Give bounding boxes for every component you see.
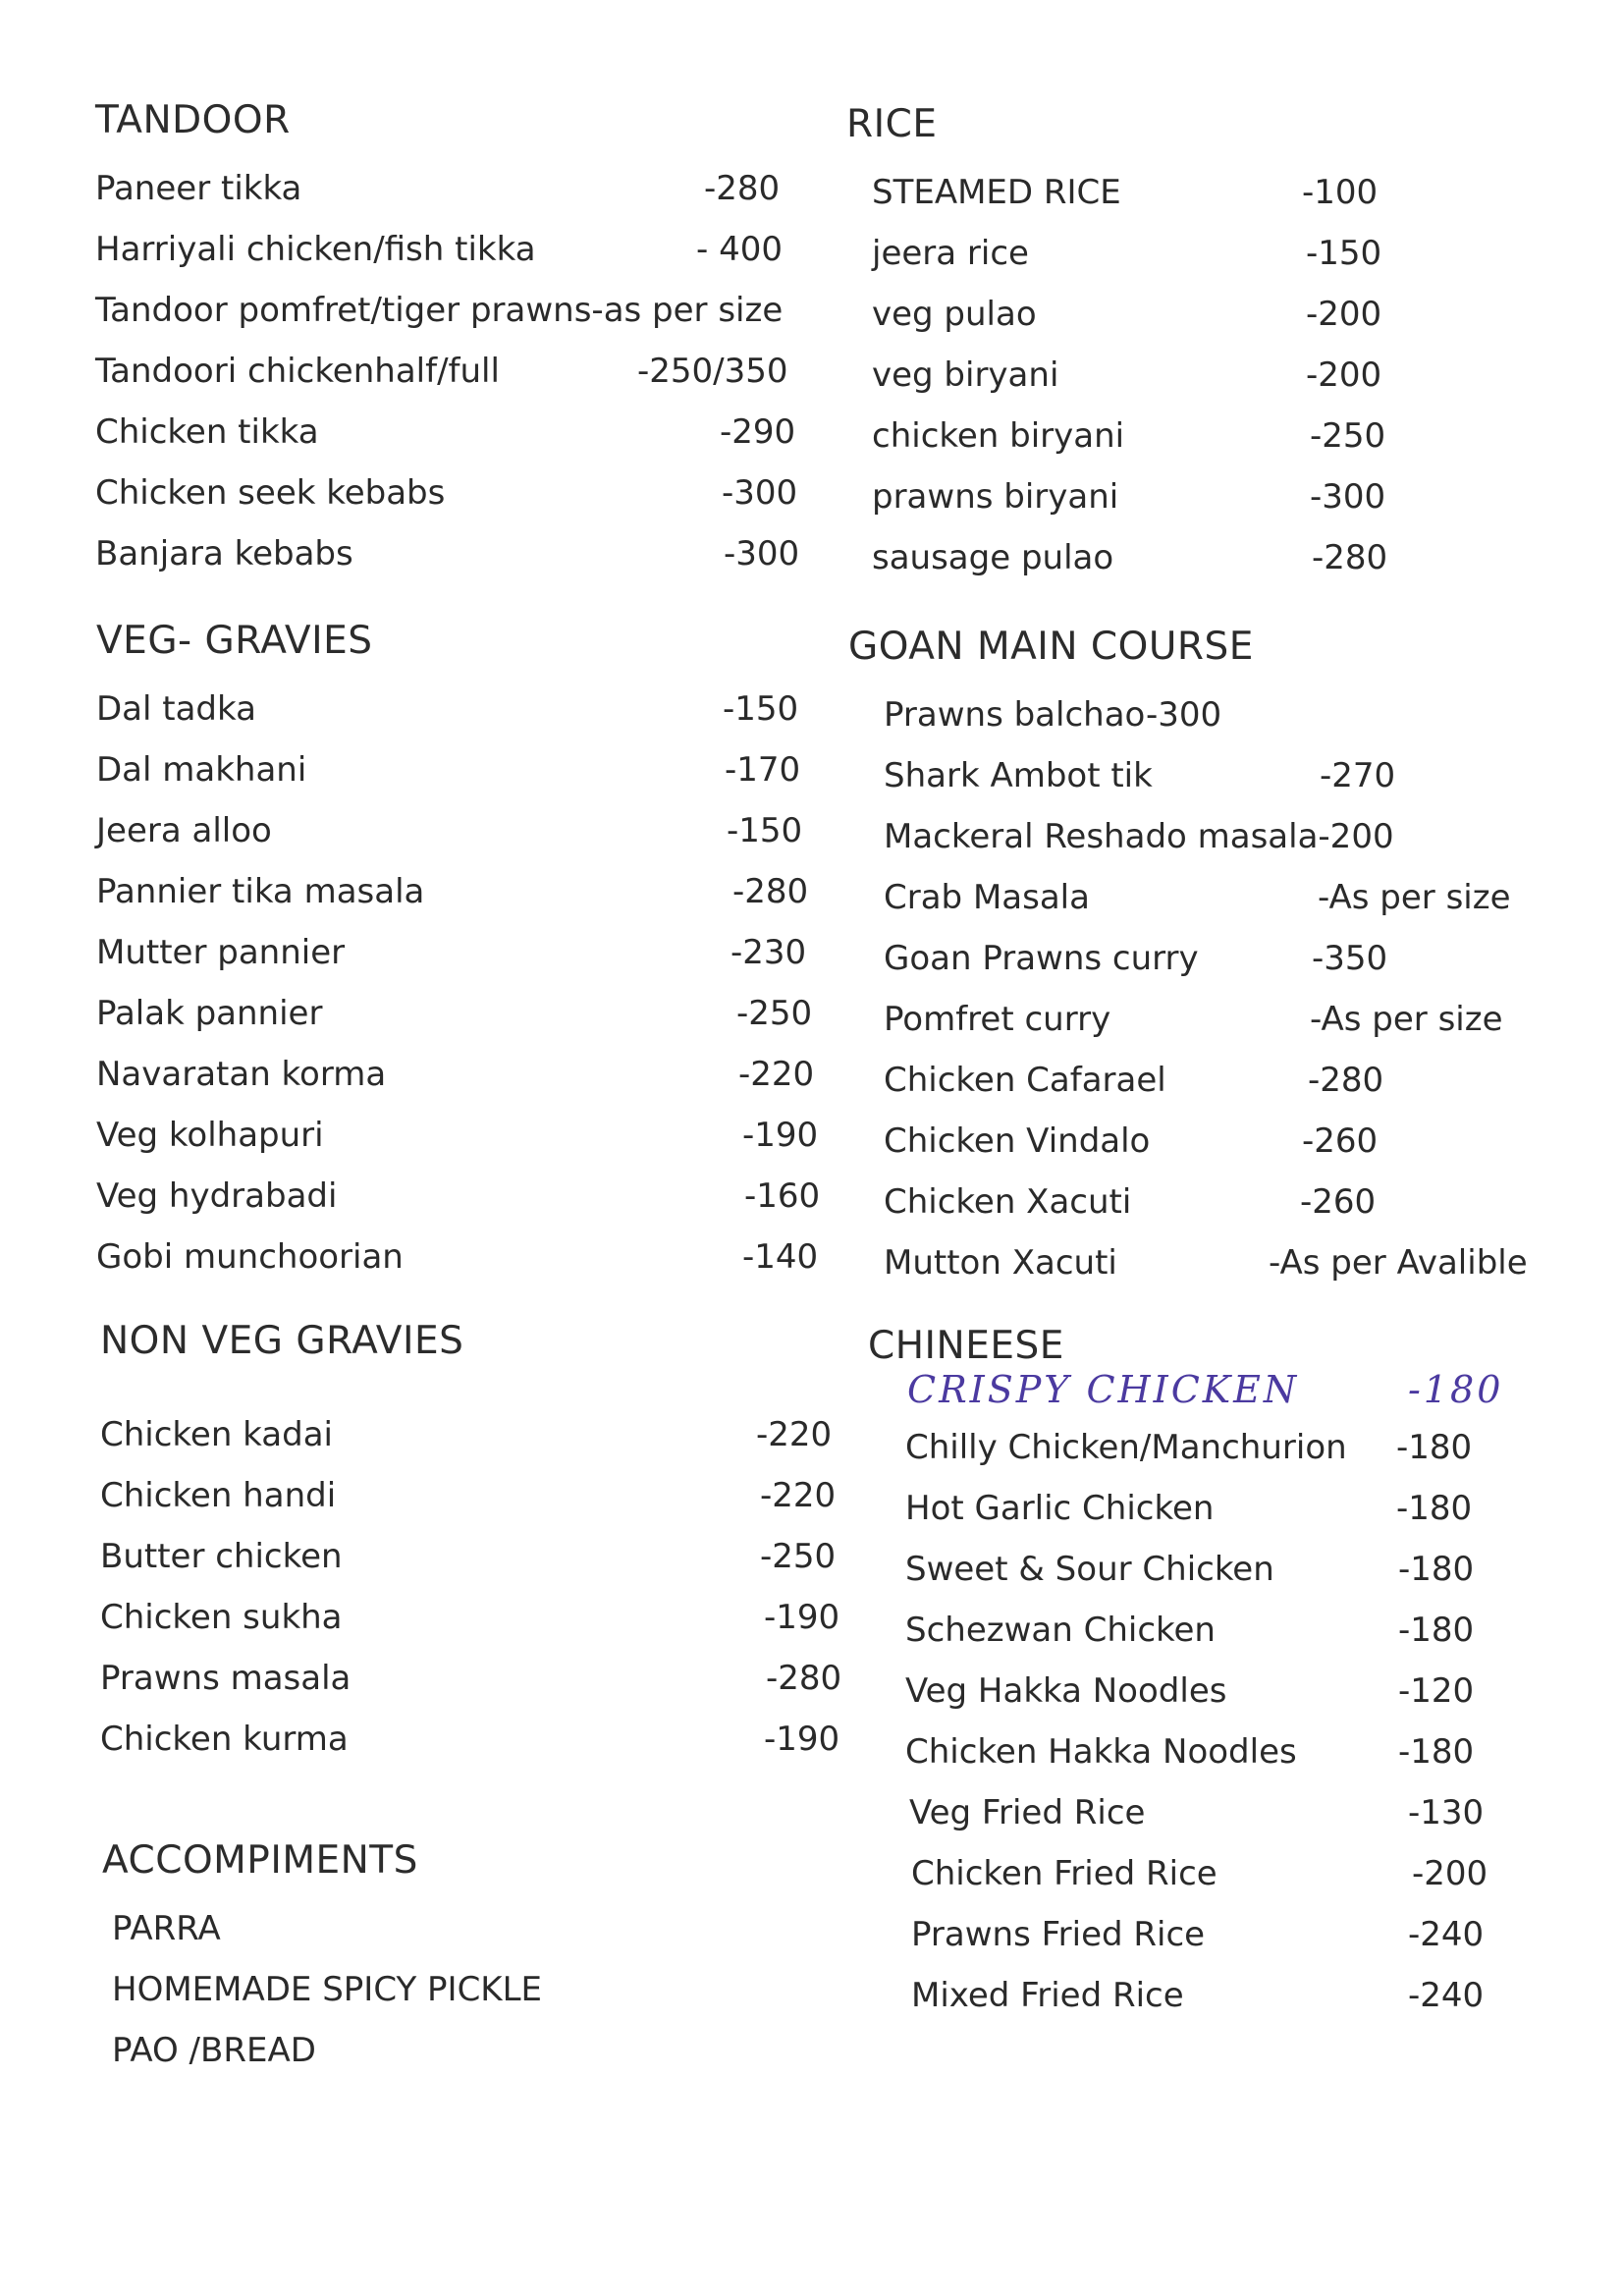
item-name: Chicken tikka xyxy=(95,412,319,452)
item-name: HOMEMADE SPICY PICKLE xyxy=(112,1970,543,2009)
item-price: -160 xyxy=(744,1176,821,1216)
item-price: -180 xyxy=(1396,1489,1473,1528)
item-price: -290 xyxy=(720,412,796,452)
menu-item xyxy=(96,861,823,922)
item-name: Mutton Xacuti xyxy=(884,1243,1117,1283)
item-price: -230 xyxy=(730,933,807,972)
menu-item xyxy=(884,928,1595,989)
item-price: -100 xyxy=(1302,173,1379,212)
item-price: - 400 xyxy=(696,230,783,269)
item-name: Gobi munchoorian xyxy=(96,1237,404,1277)
menu-item xyxy=(884,1232,1595,1293)
item-price: -220 xyxy=(738,1055,815,1094)
menu-item xyxy=(95,158,822,219)
item-price: -250 xyxy=(760,1537,837,1576)
menu-item xyxy=(884,867,1595,928)
item-price: -200 xyxy=(1412,1854,1488,1893)
goan-main-course-section xyxy=(848,625,1595,1293)
item-price: -130 xyxy=(1408,1793,1485,1832)
item-price: -180 xyxy=(1398,1611,1475,1650)
item-price: -220 xyxy=(760,1476,837,1515)
item-name: Mackeral Reshado masala-200 xyxy=(884,817,1394,856)
item-price: -280 xyxy=(732,872,809,911)
item-name: Navaratan korma xyxy=(96,1055,387,1094)
item-list xyxy=(95,158,822,584)
menu-item xyxy=(96,739,823,800)
item-name: Banjara kebabs xyxy=(95,534,353,574)
item-price: -200 xyxy=(1306,295,1382,334)
item-price: -250 xyxy=(736,994,813,1033)
menu-item xyxy=(884,989,1595,1050)
item-price: -200 xyxy=(1306,355,1382,395)
item-name: Tandoor pomfret/tiger prawns-as per size xyxy=(95,291,784,330)
item-name: Paneer tikka xyxy=(95,169,302,208)
menu-item xyxy=(96,1044,823,1105)
menu-item xyxy=(884,806,1595,867)
item-price: -280 xyxy=(1308,1061,1384,1100)
item-name: Jeera alloo xyxy=(96,811,272,850)
section-title-rice: RICE xyxy=(846,102,938,146)
menu-item xyxy=(112,1959,829,2020)
item-price: -190 xyxy=(764,1720,840,1759)
item-name: Goan Prawns curry xyxy=(884,939,1199,978)
menu-item xyxy=(872,466,1534,527)
item-price: -280 xyxy=(1312,538,1388,577)
menu-item xyxy=(905,1478,1595,1539)
menu-item xyxy=(872,406,1534,466)
item-price: -260 xyxy=(1302,1121,1379,1161)
chineese-section xyxy=(868,1324,1595,2026)
item-price: -280 xyxy=(766,1659,842,1698)
item-name: STEAMED RICE xyxy=(872,173,1121,212)
section-title-veg-gravies: VEG- GRAVIES xyxy=(96,619,373,663)
menu-item xyxy=(95,341,822,402)
item-name: veg biryani xyxy=(872,355,1059,395)
menu-item xyxy=(884,1050,1595,1111)
menu-item xyxy=(95,402,822,463)
item-name: Pomfret curry xyxy=(884,1000,1111,1039)
menu-item xyxy=(905,1600,1595,1661)
menu-item xyxy=(95,523,822,584)
item-price: -260 xyxy=(1300,1182,1377,1222)
menu-item xyxy=(884,1172,1595,1232)
item-name: Veg Hakka Noodles xyxy=(905,1671,1227,1711)
menu-item xyxy=(905,1661,1595,1722)
item-list xyxy=(96,679,823,1287)
item-list xyxy=(112,1898,829,2081)
menu-item xyxy=(872,223,1534,284)
menu-item xyxy=(96,983,823,1044)
item-name: Dal tadka xyxy=(96,689,256,729)
item-price: -170 xyxy=(725,750,801,790)
handwritten-addition xyxy=(868,1368,1595,1411)
item-price: -300 xyxy=(724,534,800,574)
item-price: -150 xyxy=(723,689,799,729)
item-name: Chicken Hakka Noodles xyxy=(905,1732,1297,1772)
item-name: Chicken seek kebabs xyxy=(95,473,446,513)
item-price: -180 xyxy=(1398,1732,1475,1772)
item-price: -150 xyxy=(727,811,803,850)
menu-item xyxy=(100,1709,840,1770)
item-name: Prawns Fried Rice xyxy=(911,1915,1206,1954)
menu-item xyxy=(100,1404,833,1465)
item-price: -As per size xyxy=(1318,878,1511,917)
item-price: -190 xyxy=(764,1598,840,1637)
item-name: sausage pulao xyxy=(872,538,1114,577)
item-price: -350 xyxy=(1312,939,1388,978)
menu-item xyxy=(96,1105,823,1166)
item-name: prawns biryani xyxy=(872,477,1119,517)
item-name: Dal makhani xyxy=(96,750,307,790)
item-price: -300 xyxy=(722,473,798,513)
tandoor-section xyxy=(95,98,822,584)
item-name: Veg hydrabadi xyxy=(96,1176,338,1216)
item-price: -270 xyxy=(1320,756,1396,795)
item-name: jeera rice xyxy=(872,234,1029,273)
section-title-goan-main-course: GOAN MAIN COURSE xyxy=(848,625,1254,669)
item-name: Mutter pannier xyxy=(96,933,346,972)
handwritten-item-name: CRISPY CHICKEN xyxy=(907,1368,1300,1411)
item-name: Butter chicken xyxy=(100,1537,343,1576)
menu-item xyxy=(112,1898,829,1959)
item-name: Pannier tika masala xyxy=(96,872,425,911)
item-name: Schezwan Chicken xyxy=(905,1611,1216,1650)
item-name: PAO /BREAD xyxy=(112,2031,316,2070)
menu-item xyxy=(905,1843,1595,1904)
menu-item xyxy=(884,1111,1595,1172)
item-price: -240 xyxy=(1408,1976,1485,2015)
menu-item xyxy=(95,219,822,280)
item-price: -250 xyxy=(1310,416,1386,456)
item-name: Prawns balchao-300 xyxy=(884,695,1222,735)
item-price: -150 xyxy=(1306,234,1382,273)
item-name: Shark Ambot tik xyxy=(884,756,1153,795)
item-price: -180 xyxy=(1396,1428,1473,1467)
item-name: Hot Garlic Chicken xyxy=(905,1489,1215,1528)
item-price: -300 xyxy=(1310,477,1386,517)
item-name: Chicken sukha xyxy=(100,1598,343,1637)
menu-item xyxy=(100,1587,840,1648)
menu-item xyxy=(872,162,1534,223)
menu-item xyxy=(905,1782,1595,1843)
item-name: Chilly Chicken/Manchurion xyxy=(905,1428,1347,1467)
section-title-chineese: CHINEESE xyxy=(868,1324,1064,1368)
menu-item xyxy=(95,463,822,523)
menu-item xyxy=(872,284,1534,345)
item-name: Chicken kadai xyxy=(100,1415,333,1454)
menu-item xyxy=(100,1648,842,1709)
item-name: PARRA xyxy=(112,1909,221,1948)
menu-item xyxy=(905,1904,1595,1965)
section-title-tandoor: TANDOOR xyxy=(95,98,291,142)
veg-gravies-section xyxy=(96,619,823,1287)
item-price: -240 xyxy=(1408,1915,1485,1954)
menu-item xyxy=(884,745,1595,806)
item-name: Sweet & Sour Chicken xyxy=(905,1550,1274,1589)
item-name: Veg Fried Rice xyxy=(909,1793,1146,1832)
menu-item xyxy=(96,922,823,983)
item-price: -140 xyxy=(742,1237,819,1277)
section-title-non-veg-gravies: NON VEG GRAVIES xyxy=(100,1319,464,1363)
menu-item xyxy=(100,1465,837,1526)
item-price: -250/350 xyxy=(637,352,788,391)
menu-item xyxy=(884,684,1595,745)
menu-item xyxy=(905,1417,1595,1478)
menu-item xyxy=(905,1965,1595,2026)
menu-item xyxy=(112,2020,829,2081)
item-list xyxy=(884,684,1595,1293)
accompaniments-section xyxy=(102,1838,829,2081)
menu-item xyxy=(905,1722,1595,1782)
menu-item xyxy=(95,280,822,341)
menu-item xyxy=(96,679,823,739)
item-price: -180 xyxy=(1398,1550,1475,1589)
item-list xyxy=(872,162,1534,588)
item-name: Chicken Cafarael xyxy=(884,1061,1166,1100)
menu-item xyxy=(96,1166,823,1227)
item-name: Palak pannier xyxy=(96,994,323,1033)
menu-item xyxy=(872,345,1534,406)
item-price: -280 xyxy=(704,169,781,208)
item-name: veg pulao xyxy=(872,295,1037,334)
section-title-accompaniments: ACCOMPIMENTS xyxy=(102,1838,418,1883)
item-list xyxy=(100,1404,842,1770)
item-name: Tandoori chickenhalf/full xyxy=(95,352,500,391)
item-name: Chicken Fried Rice xyxy=(911,1854,1217,1893)
menu-item xyxy=(96,800,823,861)
item-price: -120 xyxy=(1398,1671,1475,1711)
item-name: Chicken kurma xyxy=(100,1720,349,1759)
menu-item xyxy=(872,527,1534,588)
menu-item xyxy=(100,1526,837,1587)
item-price: -As per Avalible xyxy=(1269,1243,1528,1283)
handwritten-item-price: -180 xyxy=(1408,1368,1504,1411)
item-name: Chicken Xacuti xyxy=(884,1182,1132,1222)
item-name: Harriyali chicken/fish tikka xyxy=(95,230,536,269)
rice-section xyxy=(846,102,1534,588)
item-list xyxy=(905,1417,1595,2026)
item-price: -As per size xyxy=(1310,1000,1503,1039)
item-name: Crab Masala xyxy=(884,878,1090,917)
item-name: Chicken Vindalo xyxy=(884,1121,1151,1161)
menu-item xyxy=(96,1227,823,1287)
item-name: Prawns masala xyxy=(100,1659,352,1698)
item-name: Chicken handi xyxy=(100,1476,337,1515)
menu-item xyxy=(905,1539,1595,1600)
item-name: Veg kolhapuri xyxy=(96,1116,324,1155)
item-name: chicken biryani xyxy=(872,416,1125,456)
item-name: Mixed Fried Rice xyxy=(911,1976,1184,2015)
non-veg-gravies-section xyxy=(100,1319,842,1770)
item-price: -190 xyxy=(742,1116,819,1155)
item-price: -220 xyxy=(756,1415,833,1454)
